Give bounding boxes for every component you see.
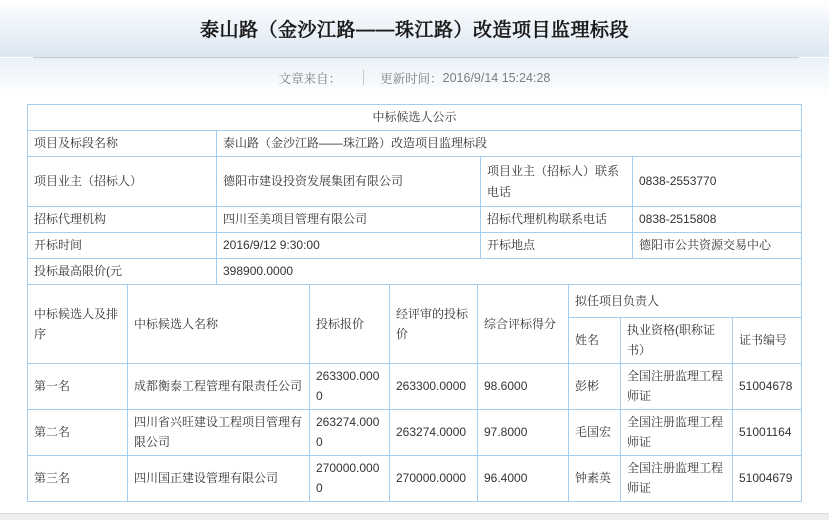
leader-cert-no: 51004679 (733, 455, 802, 501)
bid-rank: 第三名 (28, 455, 128, 501)
article-updated-label: 更新时间： (380, 71, 443, 86)
bid-evaluated-price: 263274.0000 (390, 409, 478, 455)
field-label: 开标地点 (481, 233, 633, 259)
field-value: 四川至美项目管理有限公司 (217, 207, 481, 233)
leader-name: 毛国宏 (569, 409, 621, 455)
bid-price: 270000.0000 (310, 455, 390, 501)
leader-name: 钟素英 (569, 455, 621, 501)
bid-score: 97.8000 (478, 409, 569, 455)
col-header-cert-no: 证书编号 (733, 318, 802, 364)
field-label: 项目业主（招标人） (28, 157, 217, 207)
field-label: 投标最高限价(元 (28, 259, 217, 285)
field-value: 0838-2515808 (633, 207, 802, 233)
bid-candidates-table (27, 284, 802, 502)
bid-rank: 第二名 (28, 409, 128, 455)
table-row (28, 259, 802, 285)
bid-score: 98.6000 (478, 363, 569, 409)
bid-score: 96.4000 (478, 455, 569, 501)
article-meta (0, 58, 829, 97)
field-value: 德阳市建设投资发展集团有限公司 (217, 157, 481, 207)
leader-cert-no: 51001164 (733, 409, 802, 455)
footer-band (0, 513, 829, 520)
table-row (28, 455, 802, 501)
field-label: 项目及标段名称 (28, 131, 217, 157)
page-title: 泰山路（金沙江路——珠江路）改造项目监理标段 (199, 20, 629, 41)
field-value: 0838-2553770 (633, 157, 802, 207)
table-row (28, 233, 802, 259)
leader-name: 彭彬 (569, 363, 621, 409)
bid-evaluated-price: 270000.0000 (390, 455, 478, 501)
leader-qualification: 全国注册监理工程师证 (621, 409, 733, 455)
project-info-table (27, 104, 802, 285)
table-row (28, 207, 802, 233)
bidder-name: 成都衡泰工程管理有限责任公司 (128, 363, 310, 409)
field-label: 开标时间 (28, 233, 217, 259)
bidder-name: 四川省兴旺建设工程项目管理有限公司 (128, 409, 310, 455)
notice-content (27, 104, 829, 502)
col-header-person: 姓名 (569, 318, 621, 364)
col-header-evaluated-price: 经评审的投标价 (390, 285, 478, 364)
page-header (0, 0, 829, 57)
field-value: 398900.0000 (217, 259, 802, 285)
field-value: 2016/9/12 9:30:00 (217, 233, 481, 259)
field-value: 泰山路（金沙江路——珠江路）改造项目监理标段 (217, 131, 802, 157)
table-row (28, 157, 802, 207)
article-updated-value: 2016/9/14 15:24:28 (442, 70, 551, 85)
col-header-leader-group: 拟任项目负责人 (569, 285, 802, 318)
col-header-qualification: 执业资格(职称证书） (621, 318, 733, 364)
article-source-label: 文章来自： (278, 71, 342, 86)
bid-rank: 第一名 (28, 363, 128, 409)
notice-title: 中标候选人公示 (28, 105, 802, 131)
leader-qualification: 全国注册监理工程师证 (621, 455, 733, 501)
meta-divider (363, 70, 364, 85)
col-header-price: 投标报价 (310, 285, 390, 364)
field-label: 项目业主（招标人）联系电话 (481, 157, 633, 207)
col-header-rank: 中标候选人及排序 (28, 285, 128, 364)
col-header-name: 中标候选人名称 (128, 285, 310, 364)
field-label: 招标代理机构 (28, 207, 217, 233)
field-label: 招标代理机构联系电话 (481, 207, 633, 233)
bid-price: 263274.0000 (310, 409, 390, 455)
leader-cert-no: 51004678 (733, 363, 802, 409)
table-row (28, 409, 802, 455)
table-row (28, 363, 802, 409)
table-row (28, 105, 802, 131)
field-value: 德阳市公共资源交易中心 (633, 233, 802, 259)
bid-evaluated-price: 263300.0000 (390, 363, 478, 409)
leader-qualification: 全国注册监理工程师证 (621, 363, 733, 409)
col-header-score: 综合评标得分 (478, 285, 569, 364)
bid-price: 263300.0000 (310, 363, 390, 409)
bidder-name: 四川国正建设管理有限公司 (128, 455, 310, 501)
table-row (28, 131, 802, 157)
table-header-row (28, 285, 802, 318)
